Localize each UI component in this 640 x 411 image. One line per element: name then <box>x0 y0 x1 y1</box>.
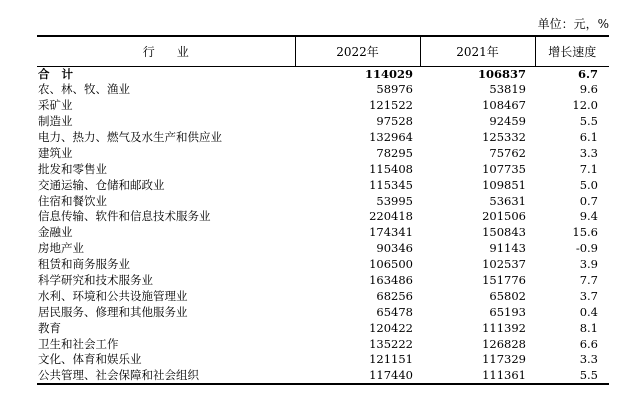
table-row <box>37 161 609 177</box>
value-2021: 111392 <box>482 320 526 335</box>
table-row <box>37 98 609 114</box>
industry-name: 文化、体育和娱乐业 <box>38 352 142 367</box>
table-row <box>37 368 609 384</box>
growth-rate: 9.4 <box>579 209 598 224</box>
industry-name: 租赁和商务服务业 <box>38 257 130 272</box>
industry-name: 合计 <box>38 66 85 81</box>
table-row <box>37 304 609 320</box>
industry-name: 建筑业 <box>38 145 73 160</box>
growth-rate: 7.7 <box>579 273 598 288</box>
value-2022: 115408 <box>369 161 413 176</box>
growth-rate: 8.1 <box>579 320 598 335</box>
value-2022: 90346 <box>376 241 413 256</box>
table-row <box>37 320 609 336</box>
header-growth: 增长速度 <box>535 36 609 66</box>
value-2021: 117329 <box>482 352 526 367</box>
value-2022: 65478 <box>376 304 413 319</box>
value-2021: 126828 <box>482 336 526 351</box>
value-2021: 53631 <box>489 193 526 208</box>
value-2021: 65802 <box>489 288 526 303</box>
industry-name: 制造业 <box>38 114 73 129</box>
industry-name: 科学研究和技术服务业 <box>38 273 153 288</box>
industry-name: 卫生和社会工作 <box>38 336 119 351</box>
growth-rate: 3.3 <box>579 352 598 367</box>
growth-rate: 6.1 <box>579 130 598 144</box>
growth-rate: 0.4 <box>579 304 598 319</box>
industry-name: 采矿业 <box>38 98 73 113</box>
value-2022: 115345 <box>369 177 413 192</box>
table-row <box>37 130 609 146</box>
header-2022: 2022年 <box>295 36 420 66</box>
value-2021: 109851 <box>482 177 526 192</box>
growth-rate: 6.6 <box>579 336 598 351</box>
industry-name: 住宿和餐饮业 <box>38 193 107 208</box>
value-2021: 108467 <box>482 98 526 113</box>
value-2022: 121522 <box>369 98 413 113</box>
industry-name: 公共管理、社会保障和社会组织 <box>37 368 295 384</box>
table-row <box>37 145 609 161</box>
value-2022: 53995 <box>376 193 413 208</box>
value-2021: 91143 <box>489 241 526 256</box>
value-2021: 201506 <box>482 209 526 224</box>
growth-rate: 3.7 <box>579 288 598 303</box>
value-2021: 102537 <box>482 257 526 272</box>
value-2021: 107735 <box>482 161 526 176</box>
table-row <box>37 336 609 352</box>
value-2022: 78295 <box>376 145 413 160</box>
value-2021: 92459 <box>489 114 526 129</box>
value-2021: 106837 <box>477 66 526 81</box>
growth-rate: 15.6 <box>572 225 598 240</box>
table-row <box>37 273 609 289</box>
industry-name: 居民服务、修理和其他服务业 <box>38 304 188 319</box>
value-2022: 114029 <box>364 66 413 81</box>
growth-rate: 3.9 <box>579 257 598 272</box>
value-2022: 117440 <box>295 368 420 384</box>
industry-name: 房地产业 <box>38 241 84 256</box>
table-row <box>37 352 609 368</box>
value-2021: 111361 <box>420 368 535 384</box>
value-2021: 75762 <box>489 145 526 160</box>
table-row <box>37 257 609 273</box>
industry-name: 电力、热力、燃气及水生产和供应业 <box>38 130 222 144</box>
header-2021: 2021年 <box>420 36 535 66</box>
table-row <box>37 241 609 257</box>
wage-table <box>37 35 609 385</box>
value-2022: 163486 <box>369 273 413 288</box>
growth-rate: 5.5 <box>579 114 598 129</box>
value-2022: 106500 <box>369 257 413 272</box>
industry-name: 教育 <box>38 320 61 335</box>
value-2022: 68256 <box>376 288 413 303</box>
industry-name: 批发和零售业 <box>38 161 107 176</box>
value-2022: 58976 <box>376 82 413 97</box>
table-row <box>37 193 609 209</box>
table-row <box>37 82 609 98</box>
growth-rate: 12.0 <box>572 98 598 113</box>
value-2022: 174341 <box>369 225 413 240</box>
value-2021: 151776 <box>482 273 526 288</box>
table-row <box>37 114 609 130</box>
value-2021: 53819 <box>489 82 526 97</box>
industry-name: 信息传输、软件和信息技术服务业 <box>38 209 211 224</box>
growth-rate: 0.7 <box>579 193 598 208</box>
value-2022: 120422 <box>369 320 413 335</box>
value-2022: 97528 <box>376 114 413 129</box>
table-row-total <box>37 66 609 82</box>
industry-name: 交通运输、仓储和邮政业 <box>38 177 165 192</box>
growth-rate: 3.3 <box>579 145 598 160</box>
industry-name: 金融业 <box>38 225 73 240</box>
table-row <box>37 225 609 241</box>
growth-rate: 9.6 <box>579 82 598 97</box>
header-industry: 行业 <box>37 36 295 66</box>
growth-rate: -0.9 <box>575 241 598 256</box>
value-2021: 125332 <box>482 130 526 144</box>
value-2021: 150843 <box>482 225 526 240</box>
table-row <box>37 209 609 225</box>
growth-rate: 7.1 <box>579 161 598 176</box>
table-row <box>37 288 609 304</box>
industry-name: 农、林、牧、渔业 <box>38 82 130 97</box>
table-row <box>37 177 609 193</box>
value-2022: 220418 <box>369 209 413 224</box>
growth-rate: 5.0 <box>579 177 598 192</box>
growth-rate: 6.7 <box>577 66 598 81</box>
industry-name: 水利、环境和公共设施管理业 <box>38 288 188 303</box>
value-2022: 132964 <box>369 130 413 144</box>
unit-label: 单位：元，% <box>537 17 609 31</box>
value-2021: 65193 <box>489 304 526 319</box>
table-header-row <box>37 36 609 66</box>
growth-rate: 5.5 <box>535 368 609 384</box>
value-2022: 135222 <box>369 336 413 351</box>
value-2022: 121151 <box>369 352 413 367</box>
